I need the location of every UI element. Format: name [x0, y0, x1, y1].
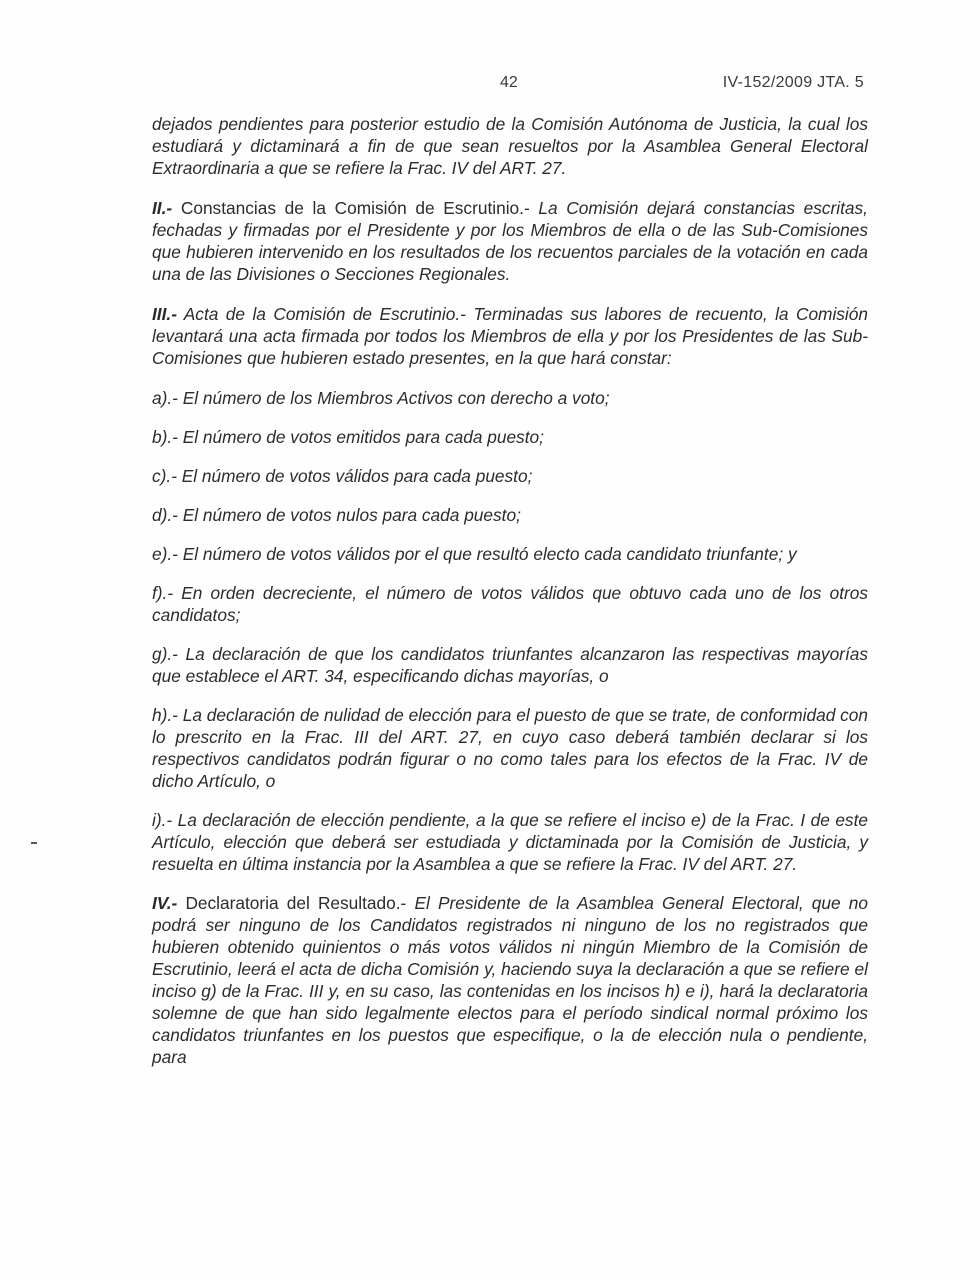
section-iii-number: III.- [152, 304, 177, 324]
paragraph-intro: dejados pendientes para posterior estudio de la Comisión Autónoma de Justicia, la cual los estudiará y dictaminará a fin de que sean resueltos por la Asamblea General Electoral Extraordinaria a que se refiere la Frac. IV del ART. 27. [152, 114, 868, 178]
page-number: 42 [500, 74, 518, 91]
section-iv [152, 892, 868, 1068]
section-ii-text: La Comisión dejará constancias escritas, fechadas y firmadas por el Presidente y por los Miembros de ella o de las Sub-Comisiones que hubieren intervenido en los resultados de los recuentos parciales de la votación en cada una de las Divisiones o Secciones Regionales. [152, 198, 868, 284]
document-reference: IV-152/2009 JTA. 5 [722, 74, 864, 91]
list-item-h: h).- La declaración de nulidad de elección para el puesto de que se trate, de conformidad con lo prescrito en la Frac. III del ART. 27, en cuyo caso deberá también declarar si los respectivos candidatos podrán figurar o no como tales para los efectos de la Frac. IV de dicho Artículo, o [152, 705, 868, 791]
margin-mark [31, 842, 37, 844]
section-iv-text: El Presidente de la Asamblea General Electoral, que no podrá ser ninguno de los Candidatos registrados ni ninguno de los no registrados que hubieren obtenido quinientos o más votos válidos ni ningún Miembro de la Comisión de Escrutinio, leerá el acta de dicha Comisión y, haciendo suya la declaración a que se refiere el inciso g) de la Frac. III y, en su caso, las contenidas en los incisos h) e i), hará la declaratoria solemne de que han sido legalmente electos para el período sindical normal próximo los candidatos triunfantes en los puestos que especifique, o la de elección nula o pendiente, para [152, 893, 868, 1067]
section-ii [152, 197, 868, 285]
list-item-b: b).- El número de votos emitidos para cada puesto; [152, 427, 544, 447]
list-item-f: f).- En orden decreciente, el número de votos válidos que obtuvo cada uno de los otros candidatos; [152, 583, 868, 625]
list-item-i: i).- La declaración de elección pendiente, a la que se refiere el inciso e) de la Frac. I de este Artículo, elección que deberá ser estudiada y dictaminada por la Comisión de Justicia, y resuelta en última instancia por la Asamblea a que se refiere la Frac. IV del ART. 27. [152, 810, 868, 874]
document-body [152, 113, 868, 1086]
list-item-e: e).- El número de votos válidos por el que resultó electo cada candidato triunfante; y [152, 544, 797, 564]
list-item-c: c).- El número de votos válidos para cada puesto; [152, 466, 533, 486]
page-header [0, 74, 980, 98]
list-item-g: g).- La declaración de que los candidatos triunfantes alcanzaron las respectivas mayorías que establece el ART. 34, especificando dichas mayorías, o [152, 644, 868, 686]
section-ii-heading: Constancias de la Comisión de Escrutinio.- [180, 198, 530, 218]
list-item-a: a).- El número de los Miembros Activos con derecho a voto; [152, 388, 610, 408]
section-iv-number: IV.- [152, 893, 178, 913]
section-ii-number: II.- [152, 198, 173, 218]
list-item-d: d).- El número de votos nulos para cada puesto; [152, 505, 521, 525]
section-iii-text: Terminadas sus labores de recuento, la Comisión levantará una acta firmada por todos los Miembros de ella y por los Presidentes de las Sub-Comisiones que hubieren estado presentes, en la que hará constar: [152, 304, 868, 368]
section-iii [152, 303, 868, 369]
section-iii-heading: Acta de la Comisión de Escrutinio.- [183, 304, 466, 324]
section-iv-heading: Declaratoria del Resultado.- [185, 893, 407, 913]
